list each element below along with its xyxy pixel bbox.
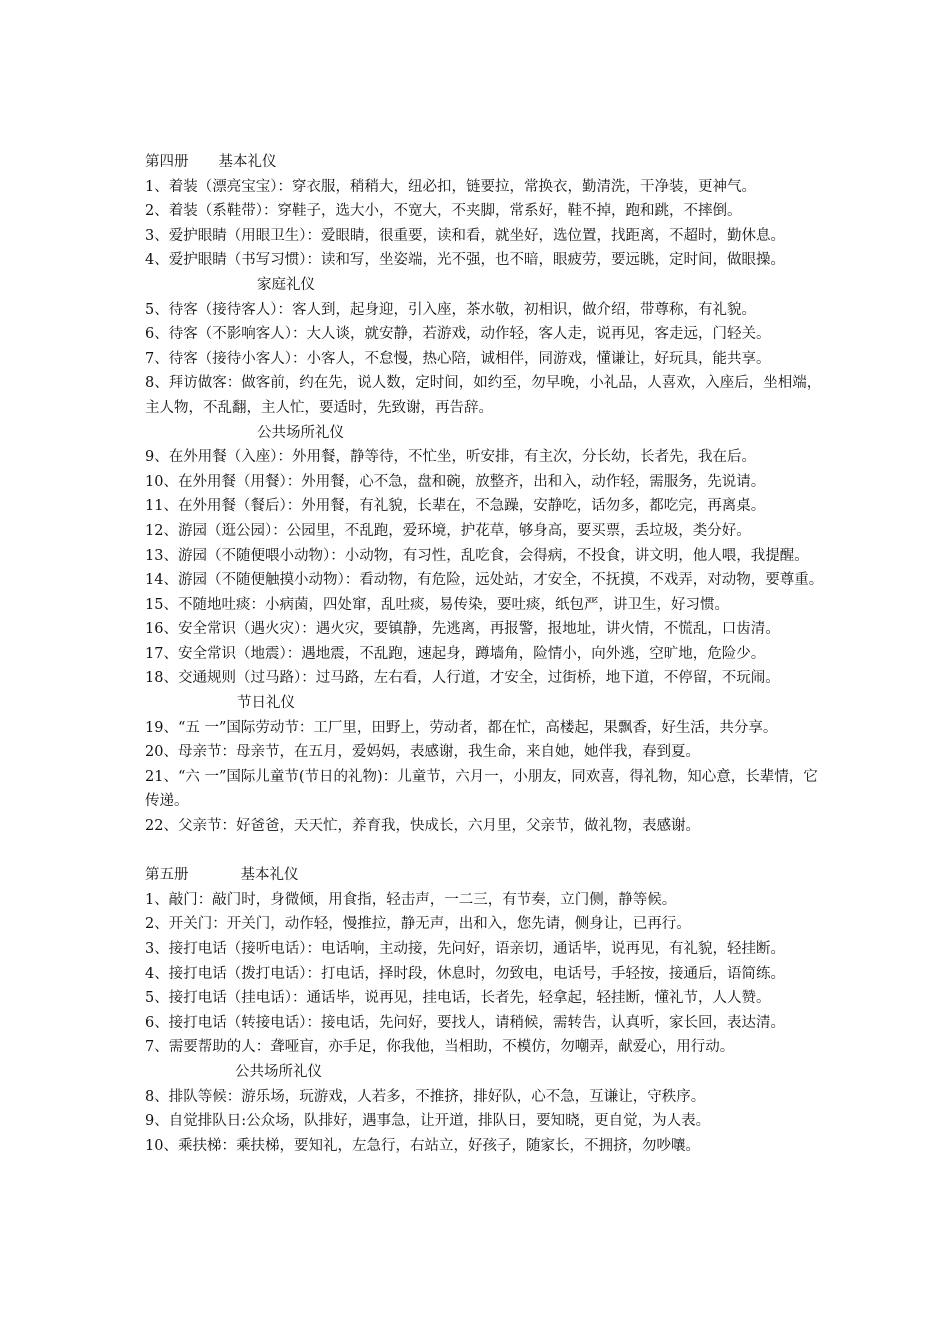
book4-item-9: 9、在外用餐（入座）：外用餐，静等待，不忙坐，听安排，有主次，分长幼，长者先，我在后。 (145, 449, 756, 466)
book4-item-17: 17、安全常识（地震）：遇地震，不乱跑，速起身，蹲墙角，险情小，向外逃，空旷地，危险少。 (145, 645, 766, 662)
book4-item-20: 20、母亲节：母亲节，在五月，爱妈妈，表感谢，我生命，来自她，她伴我，春到夏。 (145, 744, 700, 761)
book4-heading (145, 150, 835, 175)
book5-section-basic: 基本礼仪 (240, 867, 299, 884)
book4-item-10: 10、在外用餐（用餐）：外用餐，心不急，盘和碗，放整齐，出和入，动作轻，需服务，先说请。 (145, 473, 766, 490)
book5-item-2: 2、开关门：开关门，动作轻，慢推拉，静无声，出和入，您先请，侧身让，已再行。 (145, 916, 691, 933)
book4-item-22: 22、父亲节：好爸爸，天天忙，养育我，快成长，六月里，父亲节，做礼物，表感谢。 (145, 818, 700, 835)
book4-item-12: 12、游园（逛公园）：公园里，不乱跑，爱环境，护花草，够身高，要买票，丢垃圾，类分好。 (145, 522, 751, 539)
book4-item-4: 4、爱护眼睛（书写习惯）：读和写，坐姿端，光不强，也不暗，眼疲劳，要远眺，定时间，做眼操。 (145, 252, 785, 269)
book5-heading (145, 863, 835, 888)
book4-section-basic: 基本礼仪 (218, 154, 277, 170)
book5-item-10: 10、乘扶梯：乘扶梯，要知礼，左急行，右站立，好孩子，随家长，不拥挤，勿吵嚷。 (145, 1137, 700, 1154)
document-page (145, 150, 835, 1158)
book4-item-7: 7、待客（接待小客人）：小客人，不怠慢，热心陪，诚相伴，同游戏，懂谦让，好玩具，能共享。 (145, 350, 771, 367)
book4-item-14: 14、游园（不随便触摸小动物）：看动物，有危险，远处站，才安全，不抚摸，不戏弄，对动物，要尊重。 (145, 572, 824, 589)
book5-item-4: 4、接打电话（拨打电话）：打电话，择时段，休息时，勿致电，电话号，手轻按，接通后，语简练。 (145, 965, 785, 982)
book4-item-11: 11、在外用餐（餐后）：外用餐，有礼貌，长辈在，不急躁，安静吃，话勿多，都吃完，再离桌。 (145, 498, 766, 515)
book4-item-8: 8、拜访做客：做客前，约在先，说人数，定时间，如约至，勿早晚，小礼品，人喜欢，入座后，坐相端，主人物，不乱翻，主人忙，要适时，先致谢，再告辞。 (145, 375, 822, 416)
book4-item-1: 1、着装（漂亮宝宝）：穿衣服，稍稍大，纽必扣，链要拉，常换衣，勤清洗，干净装，更神气。 (145, 178, 756, 195)
book4-item-13: 13、游园（不随便喂小动物）：小动物，有习性，乱吃食，会得病，不投食，讲文明，他人喂，我提醒。 (145, 547, 809, 564)
book4-section-festival: 节日礼仪 (237, 695, 295, 712)
book5-volume: 第五册 (145, 867, 189, 884)
book4-item-2: 2、着装（系鞋带）：穿鞋子，选大小，不宽大，不夹脚，常系好，鞋不掉，跑和跳，不摔倒。 (145, 203, 742, 220)
book5-item-3: 3、接打电话（接听电话）：电话响，主动接，先问好，语亲切，通话毕，说再见，有礼貌，轻挂断。 (145, 941, 785, 957)
book4-item-18: 18、交通规则（过马路）：过马路，左右看，人行道，才安全，过街桥，地下道，不停留，不玩闹。 (145, 670, 780, 687)
book4-item-3: 3、爱护眼睛（用眼卫生）：爱眼睛，很重要，读和看，就坐好，选位置，找距离，不超时，勤休息。 (145, 227, 785, 244)
book5-item-6: 6、接打电话（转接电话）：接电话，先问好，要找人，请稍候，需转告，认真听，家长回，表达清。 (145, 1014, 785, 1031)
book4-volume: 第四册 (145, 154, 189, 170)
book4-section-public: 公共场所礼仪 (257, 424, 344, 441)
book4-item-15: 15、不随地吐痰：小病菌，四处窜，乱吐痰，易传染，要吐痰，纸包严，讲卫生，好习惯。 (145, 596, 729, 613)
book5-item-7: 7、需要帮助的人：聋哑盲，亦手足，你我他，当相助，不模仿，勿嘲弄，献爱心，用行动。 (145, 1039, 735, 1056)
book5-item-5: 5、接打电话（挂电话）：通话毕，说再见，挂电话，长者先，轻拿起，轻挂断，懂礼节，人人赞。 (145, 990, 771, 1007)
book4-item-21: 21、“六 一”国际儿童节(节日的礼物)：儿童节，六月一，小朋友，同欢喜，得礼物，知心意，长辈情，它传递。 (145, 768, 818, 810)
book5-item-9: 9、自觉排队日:公众场，队排好，遇事急，让开道，排队日，要知晓，更自觉，为人表。 (145, 1113, 711, 1130)
book4-item-16: 16、安全常识（遇火灾）：遇火灾，要镇静，先逃离，再报警，报地址，讲火情，不慌乱，口齿清。 (145, 621, 780, 638)
book5-section-public: 公共场所礼仪 (235, 1063, 322, 1080)
book4-item-6: 6、待客（不影响客人）：大人谈，就安静，若游戏，动作轻，客人走，说再见，客走远，门轻关。 (145, 326, 771, 343)
section-gap (145, 839, 835, 864)
book4-item-19: 19、“五 一”国际劳动节：工厂里，田野上，劳动者，都在忙，高楼起，果飘香，好生活，共分享。 (145, 719, 778, 736)
book5-item-1: 1、敲门：敲门时，身微倾，用食指，轻击声，一二三，有节奏，立门侧，静等候。 (145, 891, 677, 908)
book4-section-family: 家庭礼仪 (257, 276, 315, 293)
book4-item-5: 5、待客（接待客人）：客人到，起身迎，引入座，茶水敬，初相识，做介绍，带尊称，有礼貌。 (145, 301, 756, 318)
book5-item-8: 8、排队等候：游乐场，玩游戏，人若多，不推挤，排好队，心不急，互谦让，守秩序。 (145, 1088, 706, 1105)
